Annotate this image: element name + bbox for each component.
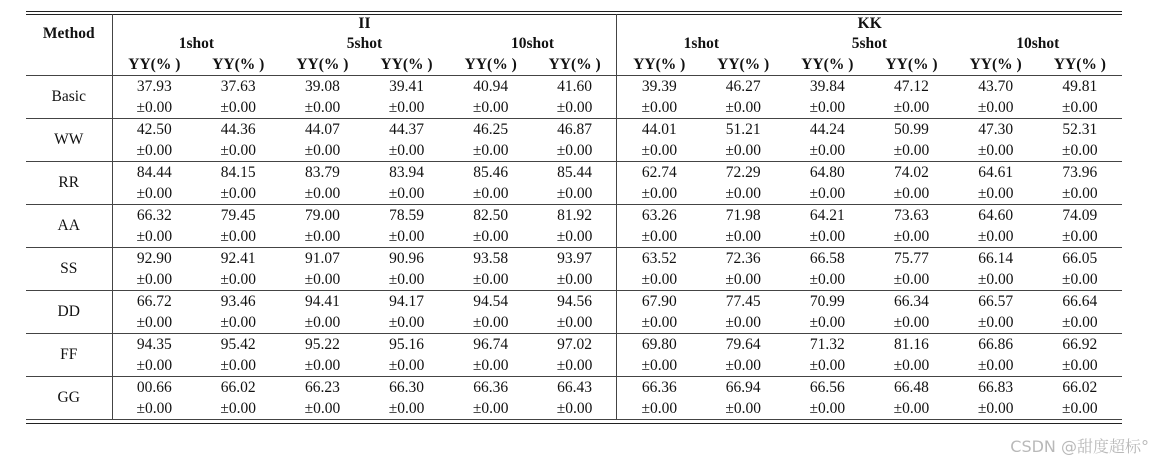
value-cell: 66.32 — [136, 206, 172, 224]
value-cell: 92.90 — [136, 249, 172, 267]
value-cell: 64.80 — [809, 163, 845, 181]
table-row-std — [26, 183, 1122, 205]
value-cell: 39.84 — [809, 77, 845, 95]
value-cell: 44.36 — [220, 120, 256, 138]
value-cell: 40.94 — [473, 77, 509, 95]
std-cell: ±0.00 — [869, 355, 953, 377]
std-cell: ±0.00 — [785, 398, 869, 420]
metric-header: YY(% ) — [1038, 54, 1122, 76]
std-cell: ±0.00 — [280, 312, 364, 334]
table-top-rule — [26, 11, 1122, 12]
std-cell: ±0.00 — [954, 183, 1038, 205]
table-row-std — [26, 269, 1122, 291]
value-cell: 39.41 — [389, 77, 424, 95]
value-cell: 66.02 — [1062, 378, 1098, 396]
group-header-kk: KK — [857, 14, 882, 32]
metric-header: YY(% ) — [112, 54, 196, 76]
value-cell: 63.52 — [641, 249, 677, 267]
value-cell: 37.63 — [220, 77, 256, 95]
std-cell: ±0.00 — [196, 226, 280, 248]
std-cell: ±0.00 — [364, 226, 448, 248]
std-cell: ±0.00 — [280, 140, 364, 162]
std-cell: ±0.00 — [280, 226, 364, 248]
metric-header: YY(% ) — [196, 54, 280, 76]
std-cell: ±0.00 — [533, 269, 617, 291]
std-cell: ±0.00 — [869, 97, 953, 119]
value-cell: 41.60 — [533, 76, 617, 98]
value-cell: 47.30 — [978, 120, 1014, 138]
std-cell: ±0.00 — [112, 140, 196, 162]
std-cell: ±0.00 — [1038, 269, 1122, 291]
std-cell: ±0.00 — [449, 183, 533, 205]
std-cell: ±0.00 — [196, 355, 280, 377]
value-cell: 91.07 — [304, 249, 340, 267]
std-cell: ±0.00 — [701, 183, 785, 205]
std-cell: ±0.00 — [617, 355, 701, 377]
value-cell: 95.42 — [220, 335, 256, 353]
value-cell: 71.98 — [725, 206, 761, 224]
value-cell: 66.72 — [136, 292, 172, 310]
value-cell: 93.46 — [220, 292, 256, 310]
std-cell: ±0.00 — [785, 312, 869, 334]
value-cell: 74.09 — [1062, 206, 1098, 224]
std-cell: ±0.00 — [1038, 312, 1122, 334]
value-cell: 94.17 — [389, 292, 424, 310]
value-cell: 93.97 — [533, 248, 617, 270]
table-row — [26, 291, 1122, 313]
value-cell: 66.23 — [304, 378, 340, 396]
std-cell: ±0.00 — [869, 140, 953, 162]
shot-header: 10shot — [1016, 34, 1060, 52]
value-cell: 90.96 — [389, 249, 424, 267]
std-cell: ±0.00 — [1038, 398, 1122, 420]
value-cell: 66.34 — [894, 292, 929, 310]
method-header-spacer — [26, 54, 112, 76]
value-cell: 81.92 — [533, 205, 617, 227]
std-cell: ±0.00 — [701, 398, 785, 420]
shot-header: 1shot — [683, 34, 719, 52]
method-header: Method — [26, 14, 112, 54]
std-cell: ±0.00 — [533, 183, 617, 205]
std-cell: ±0.00 — [617, 183, 701, 205]
std-cell: ±0.00 — [617, 226, 701, 248]
std-cell: ±0.00 — [533, 398, 617, 420]
value-cell: 66.02 — [220, 378, 256, 396]
std-cell: ±0.00 — [785, 226, 869, 248]
value-cell: 94.56 — [533, 291, 617, 313]
value-cell: 63.26 — [641, 206, 677, 224]
table-row — [26, 162, 1122, 184]
value-cell: 66.57 — [978, 292, 1014, 310]
value-cell: 66.14 — [978, 249, 1014, 267]
value-cell: 62.74 — [641, 163, 677, 181]
std-cell: ±0.00 — [617, 269, 701, 291]
value-cell: 69.80 — [641, 335, 677, 353]
table-row — [26, 248, 1122, 270]
method-name: SS — [26, 248, 112, 291]
results-table — [26, 14, 1122, 420]
std-cell: ±0.00 — [112, 226, 196, 248]
value-cell: 79.64 — [725, 335, 761, 353]
method-name: DD — [26, 291, 112, 334]
value-cell: 75.77 — [894, 249, 929, 267]
table-row-std — [26, 97, 1122, 119]
table-bottom-rule — [26, 423, 1122, 424]
value-cell: 42.50 — [136, 120, 172, 138]
std-cell: ±0.00 — [112, 312, 196, 334]
value-cell: 66.94 — [725, 378, 761, 396]
std-cell: ±0.00 — [533, 140, 617, 162]
value-cell: 44.07 — [304, 120, 340, 138]
std-cell: ±0.00 — [954, 355, 1038, 377]
value-cell: 73.63 — [894, 206, 929, 224]
value-cell: 85.46 — [473, 163, 509, 181]
value-cell: 83.94 — [389, 163, 424, 181]
value-cell: 85.44 — [533, 162, 617, 184]
value-cell: 66.36 — [473, 378, 509, 396]
value-cell: 66.30 — [389, 378, 424, 396]
value-cell: 47.12 — [894, 77, 929, 95]
method-name: Basic — [26, 76, 112, 119]
watermark: CSDN @甜度超标° — [1010, 437, 1149, 456]
metric-header: YY(% ) — [869, 54, 953, 76]
table-row-std — [26, 398, 1122, 420]
std-cell: ±0.00 — [533, 355, 617, 377]
value-cell: 94.41 — [304, 292, 340, 310]
std-cell: ±0.00 — [196, 97, 280, 119]
std-cell: ±0.00 — [701, 226, 785, 248]
metric-header: YY(% ) — [533, 54, 617, 76]
std-cell: ±0.00 — [1038, 140, 1122, 162]
value-cell: 94.35 — [136, 335, 172, 353]
table-row — [26, 377, 1122, 399]
value-cell: 64.61 — [978, 163, 1014, 181]
std-cell: ±0.00 — [280, 183, 364, 205]
value-cell: 72.36 — [725, 249, 761, 267]
value-cell: 95.22 — [304, 335, 340, 353]
std-cell: ±0.00 — [869, 312, 953, 334]
std-cell: ±0.00 — [449, 312, 533, 334]
value-cell: 66.58 — [809, 249, 845, 267]
std-cell: ±0.00 — [1038, 97, 1122, 119]
std-cell: ±0.00 — [785, 97, 869, 119]
value-cell: 82.50 — [473, 206, 509, 224]
value-cell: 64.21 — [809, 206, 845, 224]
value-cell: 66.83 — [978, 378, 1014, 396]
std-cell: ±0.00 — [785, 140, 869, 162]
std-cell: ±0.00 — [785, 183, 869, 205]
value-cell: 66.43 — [533, 377, 617, 399]
std-cell: ±0.00 — [954, 312, 1038, 334]
value-cell: 49.81 — [1062, 77, 1098, 95]
table-row-std — [26, 140, 1122, 162]
metric-header: YY(% ) — [280, 54, 364, 76]
value-cell: 64.60 — [978, 206, 1014, 224]
std-cell: ±0.00 — [196, 398, 280, 420]
value-cell: 39.08 — [304, 77, 340, 95]
value-cell: 81.16 — [894, 335, 929, 353]
value-cell: 93.58 — [473, 249, 509, 267]
std-cell: ±0.00 — [449, 140, 533, 162]
std-cell: ±0.00 — [701, 269, 785, 291]
value-cell: 77.45 — [725, 292, 761, 310]
value-cell: 84.15 — [220, 163, 256, 181]
metric-header: YY(% ) — [617, 54, 701, 76]
value-cell: 83.79 — [304, 163, 340, 181]
std-cell: ±0.00 — [112, 97, 196, 119]
value-cell: 66.64 — [1062, 292, 1098, 310]
table-row — [26, 205, 1122, 227]
std-cell: ±0.00 — [364, 398, 448, 420]
std-cell: ±0.00 — [701, 312, 785, 334]
value-cell: 72.29 — [725, 163, 761, 181]
value-cell: 44.37 — [389, 120, 424, 138]
std-cell: ±0.00 — [280, 269, 364, 291]
metric-header: YY(% ) — [364, 54, 448, 76]
std-cell: ±0.00 — [280, 97, 364, 119]
value-cell: 66.36 — [641, 378, 677, 396]
table-row-std — [26, 312, 1122, 334]
value-cell: 66.56 — [809, 378, 845, 396]
std-cell: ±0.00 — [533, 226, 617, 248]
std-cell: ±0.00 — [785, 269, 869, 291]
method-name: AA — [26, 205, 112, 248]
std-cell: ±0.00 — [533, 312, 617, 334]
std-cell: ±0.00 — [280, 398, 364, 420]
std-cell: ±0.00 — [1038, 226, 1122, 248]
value-cell: 96.74 — [473, 335, 509, 353]
std-cell: ±0.00 — [954, 226, 1038, 248]
value-cell: 71.32 — [809, 335, 845, 353]
method-name: FF — [26, 334, 112, 377]
std-cell: ±0.00 — [449, 269, 533, 291]
std-cell: ±0.00 — [364, 183, 448, 205]
table-row — [26, 76, 1122, 98]
std-cell: ±0.00 — [449, 398, 533, 420]
value-cell: 52.31 — [1062, 120, 1098, 138]
std-cell: ±0.00 — [1038, 183, 1122, 205]
std-cell: ±0.00 — [364, 269, 448, 291]
table-row-std — [26, 355, 1122, 377]
value-cell: 67.90 — [641, 292, 677, 310]
std-cell: ±0.00 — [364, 97, 448, 119]
method-name: GG — [26, 377, 112, 420]
value-cell: 92.41 — [220, 249, 256, 267]
std-cell: ±0.00 — [869, 269, 953, 291]
std-cell: ±0.00 — [196, 312, 280, 334]
std-cell: ±0.00 — [869, 183, 953, 205]
metric-header: YY(% ) — [954, 54, 1038, 76]
std-cell: ±0.00 — [196, 269, 280, 291]
value-cell: 70.99 — [809, 292, 845, 310]
std-cell: ±0.00 — [364, 140, 448, 162]
value-cell: 94.54 — [473, 292, 509, 310]
shot-header: 5shot — [346, 34, 383, 52]
value-cell: 79.45 — [220, 206, 256, 224]
std-cell: ±0.00 — [1038, 355, 1122, 377]
std-cell: ±0.00 — [617, 312, 701, 334]
std-cell: ±0.00 — [954, 140, 1038, 162]
method-name: RR — [26, 162, 112, 205]
value-cell: 84.44 — [136, 163, 172, 181]
std-cell: ±0.00 — [533, 97, 617, 119]
table-row — [26, 334, 1122, 356]
shot-header: 5shot — [851, 34, 888, 52]
value-cell: 46.25 — [473, 120, 509, 138]
shot-header: 1shot — [178, 34, 215, 52]
value-cell: 44.24 — [809, 120, 845, 138]
value-cell: 50.99 — [894, 120, 929, 138]
value-cell: 79.00 — [304, 206, 340, 224]
value-cell: 51.21 — [725, 120, 761, 138]
std-cell: ±0.00 — [112, 183, 196, 205]
std-cell: ±0.00 — [112, 355, 196, 377]
std-cell: ±0.00 — [449, 355, 533, 377]
std-cell: ±0.00 — [785, 355, 869, 377]
std-cell: ±0.00 — [196, 183, 280, 205]
metric-header: YY(% ) — [785, 54, 869, 76]
value-cell: 74.02 — [894, 163, 929, 181]
value-cell: 66.86 — [978, 335, 1014, 353]
std-cell: ±0.00 — [869, 398, 953, 420]
std-cell: ±0.00 — [954, 97, 1038, 119]
value-cell: 66.05 — [1062, 249, 1098, 267]
std-cell: ±0.00 — [449, 226, 533, 248]
value-cell: 00.66 — [136, 378, 172, 396]
value-cell: 66.92 — [1062, 335, 1098, 353]
value-cell: 97.02 — [533, 334, 617, 356]
value-cell: 39.39 — [641, 77, 677, 95]
std-cell: ±0.00 — [954, 269, 1038, 291]
std-cell: ±0.00 — [280, 355, 364, 377]
group-header-ii: II — [112, 14, 617, 33]
std-cell: ±0.00 — [449, 97, 533, 119]
std-cell: ±0.00 — [701, 97, 785, 119]
value-cell: 95.16 — [389, 335, 424, 353]
std-cell: ±0.00 — [617, 398, 701, 420]
value-cell: 73.96 — [1062, 163, 1098, 181]
std-cell: ±0.00 — [196, 140, 280, 162]
std-cell: ±0.00 — [364, 355, 448, 377]
table-row — [26, 119, 1122, 141]
value-cell: 43.70 — [978, 77, 1014, 95]
value-cell: 66.48 — [894, 378, 929, 396]
std-cell: ±0.00 — [954, 398, 1038, 420]
value-cell: 46.27 — [725, 77, 761, 95]
method-name: WW — [26, 119, 112, 162]
std-cell: ±0.00 — [701, 355, 785, 377]
table-row-std — [26, 226, 1122, 248]
metric-header: YY(% ) — [449, 54, 533, 76]
std-cell: ±0.00 — [701, 140, 785, 162]
std-cell: ±0.00 — [617, 97, 701, 119]
metric-header: YY(% ) — [701, 54, 785, 76]
value-cell: 37.93 — [136, 77, 172, 95]
value-cell: 78.59 — [389, 206, 424, 224]
std-cell: ±0.00 — [617, 140, 701, 162]
value-cell: 46.87 — [533, 119, 617, 141]
std-cell: ±0.00 — [112, 269, 196, 291]
value-cell: 44.01 — [641, 120, 677, 138]
shot-header: 10shot — [449, 33, 617, 54]
std-cell: ±0.00 — [364, 312, 448, 334]
std-cell: ±0.00 — [869, 226, 953, 248]
std-cell: ±0.00 — [112, 398, 196, 420]
